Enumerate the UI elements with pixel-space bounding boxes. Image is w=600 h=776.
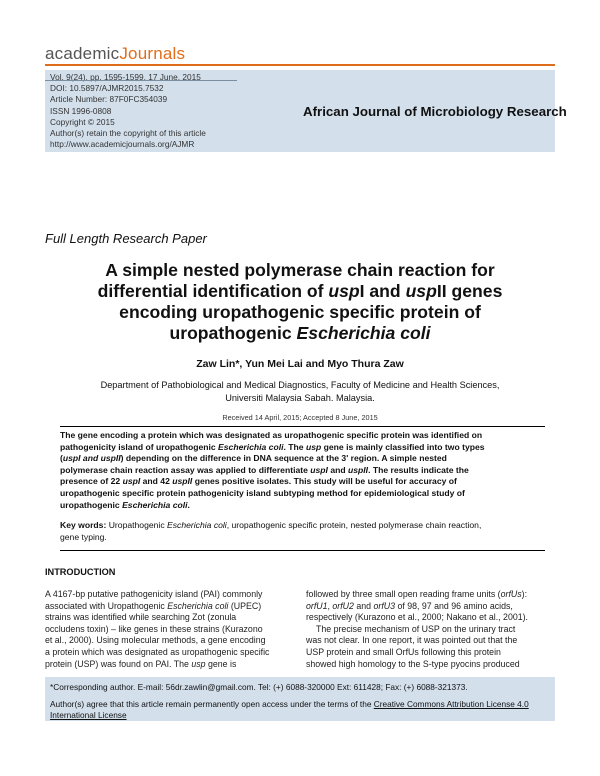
license-statement: Author(s) agree that this article remain permanently open access under the terms of the Creative Commons Attribution License 4.0 International License (50, 699, 529, 720)
keywords-bottom-rule (60, 550, 545, 551)
body-line: et al., 2000). Using molecular methods, a gene encoding (45, 635, 266, 646)
body-line: A 4167-bp putative pathogenicity island (PAI) commonly (45, 589, 263, 599)
body-line: orfU1, orfU2 and orfU3 of 98, 97 and 96 amino acids, (306, 600, 513, 611)
body-line: The precise mechanism of USP on the urinary tract (316, 623, 516, 634)
abstract-line: presence of 22 uspI and 42 uspII genes positive isolates. This study will be useful for accuracy of (60, 476, 457, 487)
meta-url[interactable]: http://www.academicjournals.org/AJMR (50, 139, 195, 150)
body-line: occludens toxin) – like genes in these strains (Kurazono (45, 623, 263, 634)
abstract-line: pathogenicity island of uropathogenic Escherichia coli. The usp gene is mainly classified into two types (60, 441, 485, 452)
meta-copyright: Copyright © 2015 (50, 116, 115, 127)
keywords (60, 519, 545, 543)
keywords-label: Key words: (60, 520, 107, 530)
body-line: strains was identified while searching Zot (zonula (45, 612, 237, 623)
body-line: followed by three small open reading frame units (orfUs): (306, 589, 528, 599)
title-line: uropathogenic Escherichia coli (169, 323, 431, 343)
paper-type: Full Length Research Paper (45, 231, 207, 246)
keywords-line: Key words: Uropathogenic Escherichia coli, uropathogenic specific protein, nested polymerase chain reaction, (60, 520, 482, 530)
footnote-box (45, 677, 555, 721)
abstract (60, 430, 545, 511)
authors: Zaw Lin*, Yun Mei Lai and Myo Thura Zaw (196, 358, 404, 370)
meta-article-number: Article Number: 87F0FC354039 (50, 94, 168, 105)
header-rule (45, 64, 555, 66)
corresponding-author: *Corresponding author. E-mail: 56dr.zawlin@gmail.com. Tel: (+) 6088-320000 Ext: 611428; Fax: (+) 6088-321373. (50, 682, 468, 692)
article-info-box (45, 70, 567, 152)
meta-issn: ISSN 1996-0808 (50, 105, 112, 116)
abstract-line: The gene encoding a protein which was designated as uropathogenic specific protein was identified on (60, 430, 483, 440)
body-line: showed high homology to the S-type pyocins produced (306, 658, 520, 669)
meta-doi[interactable]: DOI: 10.5897/AJMR2015.7532 (50, 83, 164, 94)
body-line: protein (USP) was found on PAI. The usp gene is (45, 658, 237, 669)
abstract-line: uropathogenic Escherichia coli. (60, 499, 190, 510)
license-link[interactable]: Creative Commons Attribution License 4.0 (373, 699, 529, 709)
body-line: respectively (Kurazono et al., 2000; Nakano et al., 2001). (306, 612, 529, 623)
publisher-logo (45, 44, 185, 64)
meta-divider (45, 80, 237, 81)
title-line: differential identification of uspI and uspII genes (97, 281, 503, 301)
body-line: a protein which was designated as uropathogenic specific (45, 646, 270, 657)
brand-suffix: Journals (119, 44, 186, 63)
meta-volume: Vol. 9(24), pp. 1595-1599, 17 June, 2015 (50, 72, 201, 82)
keywords-line: gene typing. (60, 532, 107, 542)
body-line: associated with Uropathogenic Escherichia coli (UPEC) (45, 600, 262, 611)
paper-title (45, 260, 555, 344)
article-metadata (50, 72, 206, 150)
meta-rights: Author(s) retain the copyright of this article (50, 128, 206, 139)
title-line: encoding uropathogenic specific protein of (119, 302, 481, 322)
abstract-line: (uspI and uspII) depending on the difference in DNA sequence at the 3' region. A simple nested (60, 453, 447, 464)
section-heading-introduction: INTRODUCTION (45, 567, 116, 577)
abstract-line: polymerase chain reaction assay was applied to differentiate uspI and uspII. The results indicate the (60, 464, 469, 475)
intro-left-column (45, 589, 295, 670)
abstract-line: uropathogenic specific protein pathogenicity island subtyping method for epidemiological study of (60, 487, 465, 498)
body-line: was not clear. In one report, it was pointed out that the (306, 635, 518, 646)
abstract-top-rule (60, 426, 545, 427)
title-line: A simple nested polymerase chain reaction for (105, 260, 495, 280)
journal-title: African Journal of Microbiology Research (303, 104, 567, 119)
license-link-cont[interactable]: International License (50, 709, 127, 720)
body-line: USP protein and small OrfUs following this protein (306, 646, 501, 657)
received-dates: Received 14 April, 2015; Accepted 8 June, 2015 (222, 413, 378, 422)
affiliation: Department of Pathobiological and Medical Diagnostics, Faculty of Medicine and Health Sciences, Universiti Malaysia Sabah. Malaysia. (100, 380, 500, 403)
brand-prefix: academic (45, 44, 120, 63)
intro-right-column (306, 589, 556, 670)
